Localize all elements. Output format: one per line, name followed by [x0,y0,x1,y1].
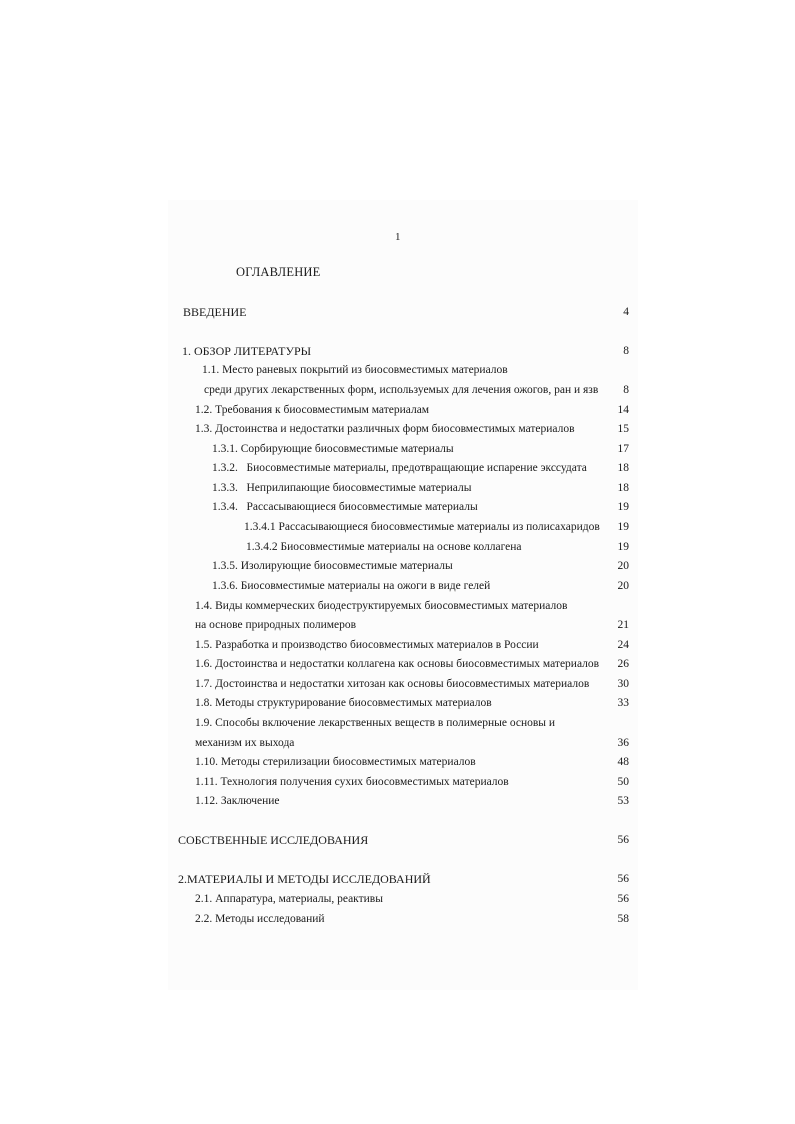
toc-entry-1-3-2: 1.3.2. Биосовместимые материалы, предотвращающие испарение экссудата [212,462,587,474]
toc-entry-1-6: 1.6. Достоинства и недостатки коллагена как основы биосовместимых материалов [195,658,600,670]
toc-page-number: 58 [617,913,629,925]
toc-entry-own-research: СОБСТВЕННЫЕ ИССЛЕДОВАНИЯ [178,833,369,847]
toc-entry-1-4: 1.4. Виды коммерческих биодеструктируемых биосовместимых материалов [195,600,568,612]
toc-entry-1-11: 1.11. Технология получения сухих биосовместимых материалов [195,776,509,788]
toc-entry-1-7: 1.7. Достоинства и недостатки хитозан как основы биосовместимых материалов [195,678,590,690]
toc-page-number: 19 [617,501,629,513]
page-number: 1 [395,231,401,243]
toc-entry-1-3-1: 1.3.1. Сорбирующие биосовместимые материалы [212,443,454,455]
toc-entry-1-3-4-2: 1.3.4.2 Биосовместимые материалы на основе коллагена [246,541,522,553]
toc-page-number: 8 [623,384,629,396]
toc-page-number: 53 [617,795,629,807]
toc-page-number: 21 [617,619,629,631]
toc-entry-1-3: 1.3. Достоинства и недостатки различных форм биосовместимых материалов [195,423,575,435]
toc-page-number: 19 [617,541,629,553]
toc-entry-1-8: 1.8. Методы структурирование биосовместимых материалов [195,697,492,709]
toc-page-number: 33 [617,697,629,709]
toc-entry-1-9-continued: механизм их выхода [195,737,295,749]
toc-page-number: 48 [617,756,629,768]
toc-entry-1-12: 1.12. Заключение [195,795,280,807]
toc-entry-1-3-4: 1.3.4. Рассасывающиеся биосовместимые материалы [212,501,478,513]
toc-page-number: 8 [623,345,629,357]
toc-page-number: 56 [617,873,629,885]
table-of-contents-title: ОГЛАВЛЕНИЕ [236,265,321,279]
toc-entry-1-4-continued: на основе природных полимеров [195,619,357,631]
toc-page-number: 36 [617,737,629,749]
toc-entry-literature-review: 1. ОБЗОР ЛИТЕРАТУРЫ [182,344,312,358]
toc-entry-1-1-continued: среди других лекарственных форм, используемых для лечения ожогов, ран и язв [204,384,599,396]
toc-page-number: 50 [617,776,629,788]
toc-entry-introduction: ВВЕДЕНИЕ [183,305,247,319]
toc-entry-1-1: 1.1. Место раневых покрытий из биосовместимых материалов [202,364,508,376]
toc-page-number: 20 [617,560,629,572]
toc-entry-1-10: 1.10. Методы стерилизации биосовместимых материалов [195,756,476,768]
toc-entry-2-2: 2.2. Методы исследований [195,913,325,925]
toc-page-number: 19 [617,521,629,533]
toc-entry-1-3-5: 1.3.5. Изолирующие биосовместимые материалы [212,560,453,572]
toc-page-number: 18 [617,482,629,494]
toc-page-number: 56 [617,893,629,905]
toc-page-number: 30 [617,678,629,690]
toc-page-number: 14 [617,404,629,416]
toc-entry-2-1: 2.1. Аппаратура, материалы, реактивы [195,893,383,905]
toc-page-number: 4 [623,306,629,318]
toc-page-number: 15 [617,423,629,435]
toc-page-number: 17 [617,443,629,455]
toc-entry-1-3-6: 1.3.6. Биосовместимые материалы на ожоги в виде гелей [212,580,491,592]
toc-entry-1-9: 1.9. Способы включение лекарственных веществ в полимерные основы и [195,717,556,729]
toc-page-number: 56 [617,834,629,846]
toc-page-number: 18 [617,462,629,474]
toc-entry-1-2: 1.2. Требования к биосовместимым материалам [195,404,430,416]
toc-page-number: 20 [617,580,629,592]
toc-entry-1-3-3: 1.3.3. Неприлипающие биосовместимые материалы [212,482,472,494]
toc-page-number: 26 [617,658,629,670]
toc-entry-materials-methods: 2.МАТЕРИАЛЫ И МЕТОДЫ ИССЛЕДОВАНИЙ [178,872,431,886]
toc-page-number: 24 [617,639,629,651]
toc-entry-1-5: 1.5. Разработка и производство биосовместимых материалов в России [195,639,539,651]
toc-entry-1-3-4-1: 1.3.4.1 Рассасывающиеся биосовместимые материалы из полисахаридов [244,521,600,533]
